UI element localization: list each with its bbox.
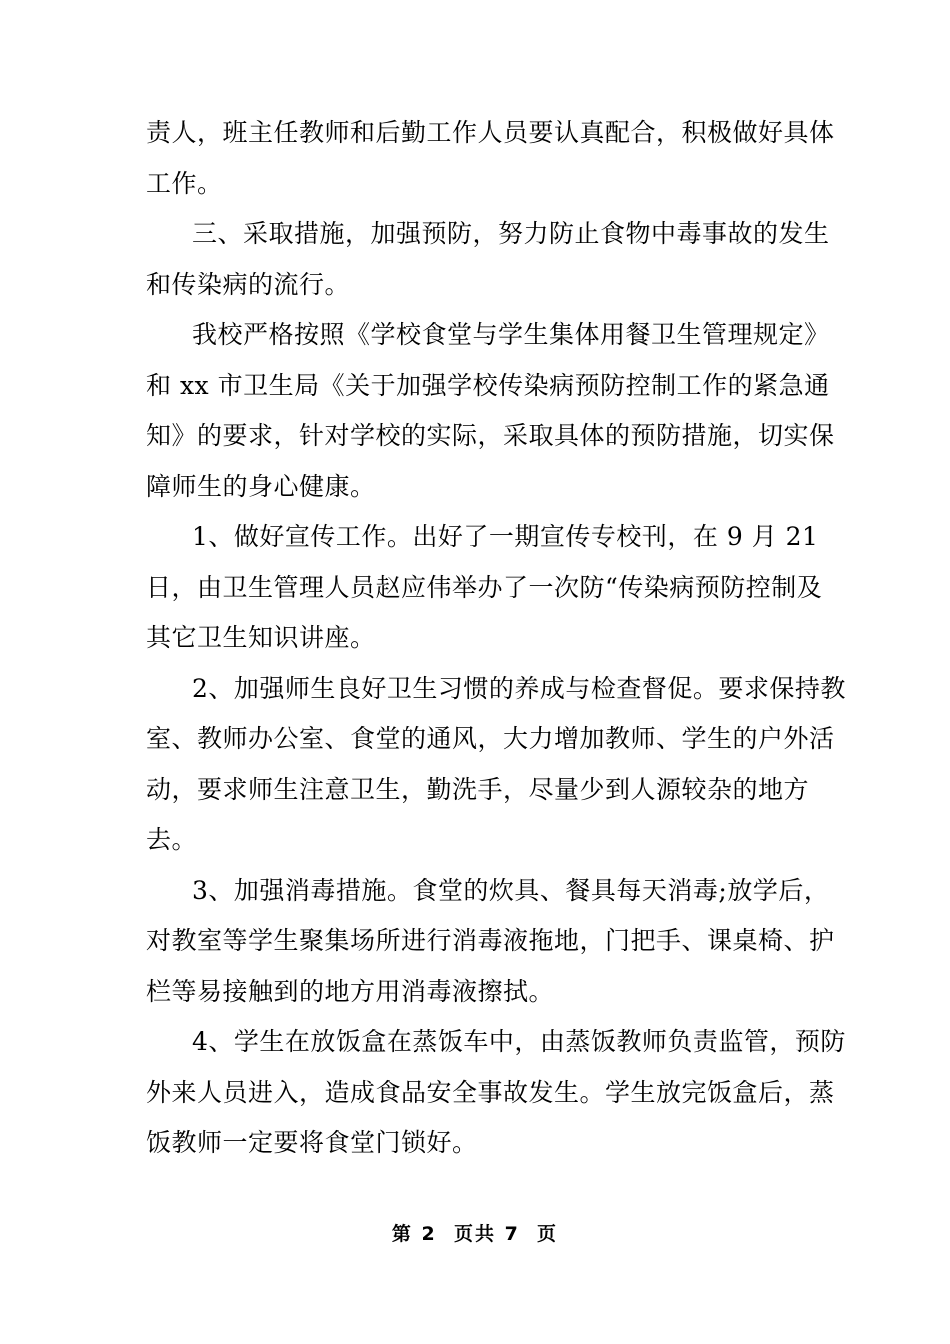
text-line: 责人，班主任教师和后勤工作人员要认真配合，积极做好具体 bbox=[146, 118, 835, 147]
text-line: 知》的要求，针对学校的实际，采取具体的预防措施，切实保 bbox=[146, 421, 835, 450]
list-item-3: 3、加强消毒措施。食堂的炊具、餐具每天消毒;放学后， bbox=[192, 876, 830, 905]
text-line: 栏等易接触到的地方用消毒液擦拭。 bbox=[146, 977, 555, 1006]
text-line: 和传染病的流行。 bbox=[146, 270, 351, 299]
text-line: 动，要求师生注意卫生，勤洗手，尽量少到人源较杂的地方 bbox=[146, 775, 810, 804]
text-line: 室、教师办公室、食堂的通风，大力增加教师、学生的户外活 bbox=[146, 724, 835, 753]
text-line: 日，由卫生管理人员赵应伟举办了一次防“传染病预防控制及 bbox=[146, 573, 823, 602]
text-line: 去。 bbox=[146, 825, 198, 854]
list-item-4: 4、学生在放饭盒在蒸饭车中，由蒸饭教师负责监管，预防 bbox=[192, 1027, 846, 1056]
list-item-1: 1、做好宣传工作。出好了一期宣传专校刊，在 9 月 21 bbox=[192, 522, 819, 551]
text-line: 外来人员进入，造成食品安全事故发生。学生放完饭盒后，蒸 bbox=[146, 1078, 835, 1107]
section-heading: 三、采取措施，加强预防，努力防止食物中毒事故的发生 bbox=[192, 219, 830, 248]
text-line: 工作。 bbox=[146, 169, 223, 198]
page-number-footer: 第 2 页共 7 页 bbox=[391, 1223, 559, 1245]
text-line: 障师生的身心健康。 bbox=[146, 472, 376, 501]
text-line: 对教室等学生聚集场所进行消毒液拖地，门把手、课桌椅、护 bbox=[146, 926, 835, 955]
text-line: 和 xx 市卫生局《关于加强学校传染病预防控制工作的紧急通 bbox=[146, 371, 830, 400]
list-item-2: 2、加强师生良好卫生习惯的养成与检查督促。要求保持教 bbox=[192, 674, 846, 703]
text-line: 饭教师一定要将食堂门锁好。 bbox=[146, 1128, 478, 1157]
text-line: 其它卫生知识讲座。 bbox=[146, 623, 376, 652]
text-line: 我校严格按照《学校食堂与学生集体用餐卫生管理规定》 bbox=[192, 320, 830, 349]
